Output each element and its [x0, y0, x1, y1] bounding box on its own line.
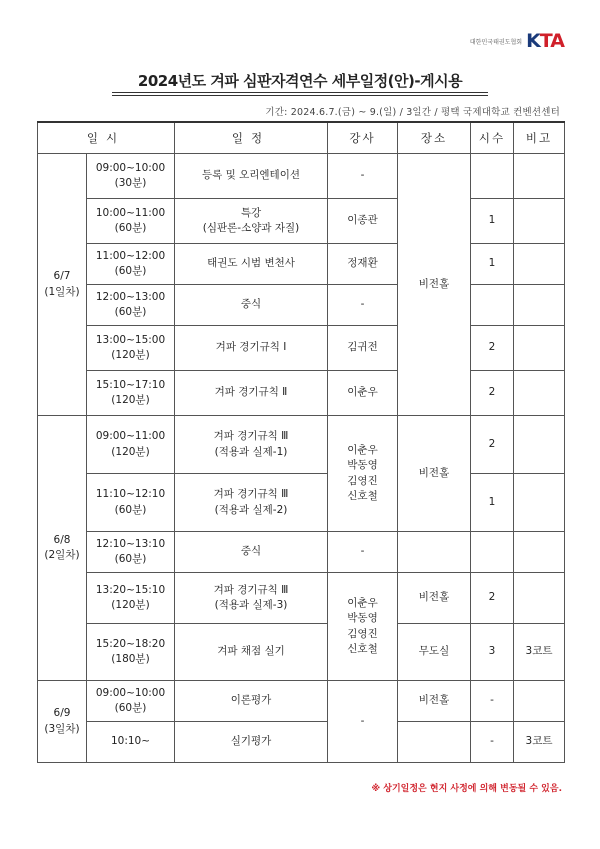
remarks-cell — [514, 532, 565, 573]
table-row — [38, 681, 565, 722]
hours-cell — [471, 285, 514, 326]
lecturer-cell: - — [328, 285, 398, 326]
lecturer-cell: 이춘우 박동영 김영진 신호철 — [328, 573, 398, 681]
remarks-cell — [514, 154, 565, 199]
table-row — [38, 285, 565, 326]
program-cell: 중식 — [175, 285, 328, 326]
hours-cell: 3 — [471, 624, 514, 681]
place-cell: 비전홀 — [398, 416, 471, 532]
time-cell: 11:10~12:10 (60분) — [87, 474, 175, 532]
place-cell — [398, 722, 471, 763]
table-row — [38, 371, 565, 416]
period-info: 기간: 2024.6.7.(금) ~ 9.(일) / 3일간 / 평택 국제대학교 컨벤션센터 — [265, 107, 560, 118]
hours-cell: 2 — [471, 573, 514, 624]
table-row — [38, 244, 565, 285]
lecturer-cell: 김귀전 — [328, 326, 398, 371]
table-row — [38, 154, 565, 199]
program-cell: 겨파 경기규칙 Ⅲ (적용과 실제-2) — [175, 474, 328, 532]
program-cell: 실기평가 — [175, 722, 328, 763]
program-cell: 태권도 시범 변천사 — [175, 244, 328, 285]
hours-cell: - — [471, 722, 514, 763]
time-cell: 12:00~13:00 (60분) — [87, 285, 175, 326]
program-cell: 겨파 경기규칙 Ⅱ — [175, 371, 328, 416]
remarks-cell — [514, 285, 565, 326]
time-cell: 13:20~15:10 (120분) — [87, 573, 175, 624]
hours-cell: 2 — [471, 371, 514, 416]
lecturer-cell: 이춘우 박동영 김영진 신호철 — [328, 416, 398, 532]
remarks-cell — [514, 371, 565, 416]
program-cell: 겨파 경기규칙 Ⅰ — [175, 326, 328, 371]
hours-cell: 1 — [471, 474, 514, 532]
table-row — [38, 326, 565, 371]
remarks-cell — [514, 326, 565, 371]
header-day: 일시 — [38, 122, 175, 154]
day-cell-2: 6/8 (2일차) — [38, 416, 87, 681]
lecturer-cell: 이춘우 — [328, 371, 398, 416]
program-cell: 겨파 경기규칙 Ⅲ (적용과 실제-3) — [175, 573, 328, 624]
header-remarks: 비고 — [514, 122, 565, 154]
time-cell: 09:00~10:00 (30분) — [87, 154, 175, 199]
table-row — [38, 416, 565, 474]
program-cell: 등록 및 오리엔테이션 — [175, 154, 328, 199]
title-underline — [112, 92, 488, 93]
remarks-cell — [514, 681, 565, 722]
time-cell: 15:10~17:10 (120분) — [87, 371, 175, 416]
header-lecturer: 강사 — [328, 122, 398, 154]
time-cell: 12:10~13:10 (60분) — [87, 532, 175, 573]
lecturer-cell: - — [328, 681, 398, 763]
place-cell — [398, 532, 471, 573]
lecturer-cell: - — [328, 154, 398, 199]
table-row — [38, 199, 565, 244]
schedule-table — [37, 121, 565, 763]
program-cell: 특강 (심판론-소양과 자질) — [175, 199, 328, 244]
time-cell: 09:00~10:00 (60분) — [87, 681, 175, 722]
program-cell: 겨파 채점 실기 — [175, 624, 328, 681]
table-row — [38, 722, 565, 763]
place-cell: 비전홀 — [398, 154, 471, 416]
header-place: 장소 — [398, 122, 471, 154]
place-cell: 무도실 — [398, 624, 471, 681]
table-row — [38, 532, 565, 573]
schedule-change-note: ※ 상기일정은 현지 사정에 의해 변동될 수 있음. — [371, 784, 562, 794]
time-cell: 13:00~15:00 (120분) — [87, 326, 175, 371]
kta-logo — [470, 30, 564, 52]
table-header-row — [38, 122, 565, 154]
hours-cell: 1 — [471, 244, 514, 285]
header-hours: 시수 — [471, 122, 514, 154]
table-row — [38, 474, 565, 532]
lecturer-cell: 정재환 — [328, 244, 398, 285]
place-cell: 비전홀 — [398, 573, 471, 624]
time-cell: 09:00~11:00 (120분) — [87, 416, 175, 474]
day-cell-1: 6/7 (1일차) — [38, 154, 87, 416]
remarks-cell — [514, 244, 565, 285]
header-program: 일정 — [175, 122, 328, 154]
program-cell: 중식 — [175, 532, 328, 573]
hours-cell: 1 — [471, 199, 514, 244]
logo-mark: KTA — [526, 30, 564, 52]
day-cell-3: 6/9 (3일차) — [38, 681, 87, 763]
table-row — [38, 573, 565, 624]
program-cell: 이론평가 — [175, 681, 328, 722]
title-underline-2 — [112, 95, 488, 96]
remarks-cell — [514, 199, 565, 244]
place-cell: 비전홀 — [398, 681, 471, 722]
hours-cell: 2 — [471, 416, 514, 474]
hours-cell: - — [471, 681, 514, 722]
remarks-cell: 3코트 — [514, 722, 565, 763]
time-cell: 15:20~18:20 (180분) — [87, 624, 175, 681]
hours-cell — [471, 154, 514, 199]
remarks-cell: 3코트 — [514, 624, 565, 681]
document-title: 2024년도 겨파 심판자격연수 세부일정(안)-게시용 — [137, 72, 463, 90]
hours-cell — [471, 532, 514, 573]
lecturer-cell: 이종관 — [328, 199, 398, 244]
remarks-cell — [514, 416, 565, 474]
logo-org-name: 대한민국태권도협회 — [469, 38, 523, 46]
time-cell: 10:10~ — [87, 722, 175, 763]
remarks-cell — [514, 573, 565, 624]
hours-cell: 2 — [471, 326, 514, 371]
remarks-cell — [514, 474, 565, 532]
table-row — [38, 624, 565, 681]
time-cell: 11:00~12:00 (60분) — [87, 244, 175, 285]
program-cell: 겨파 경기규칙 Ⅲ (적용과 실제-1) — [175, 416, 328, 474]
time-cell: 10:00~11:00 (60분) — [87, 199, 175, 244]
lecturer-cell: - — [328, 532, 398, 573]
